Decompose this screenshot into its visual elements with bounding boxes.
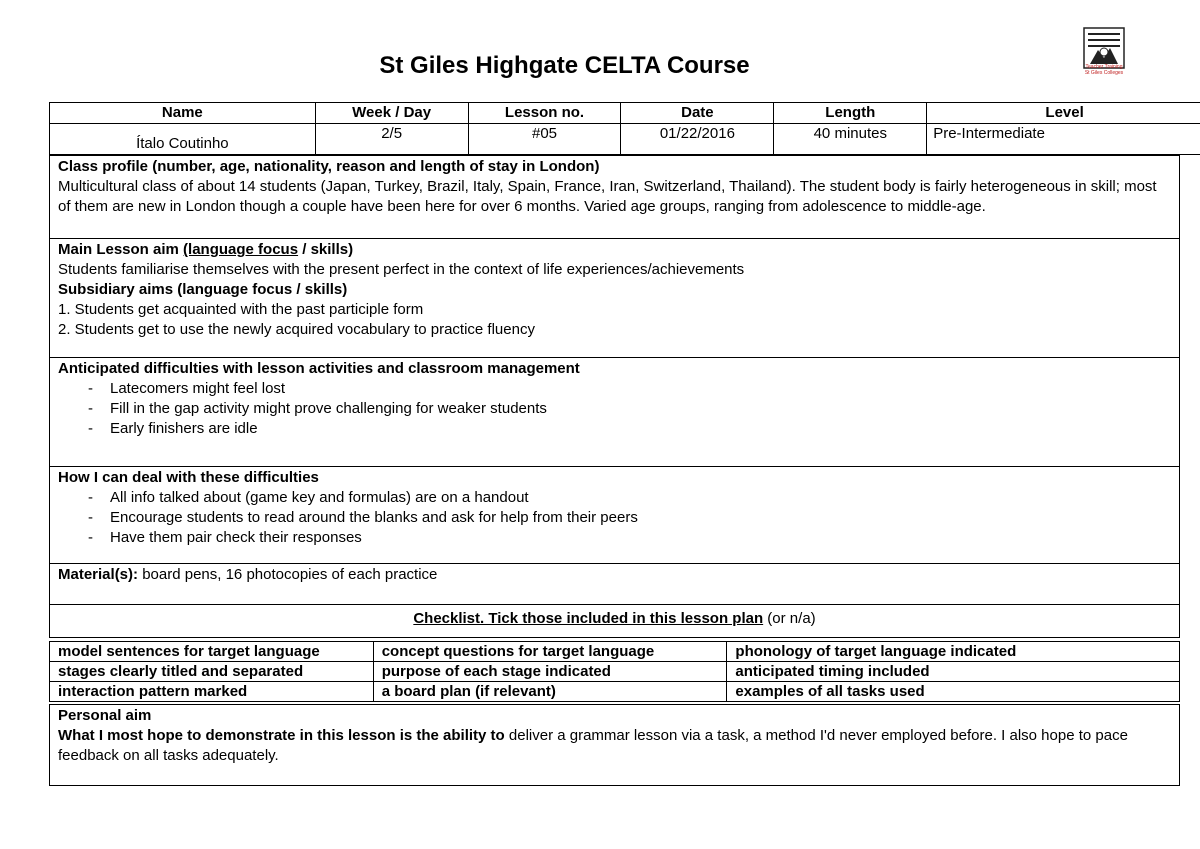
- materials-text: board pens, 16 photocopies of each practice: [138, 566, 438, 583]
- materials-label: Material(s):: [58, 566, 139, 583]
- list-item: - All info talked about (game key and formulas) are on a handout: [88, 488, 1171, 508]
- subsidiary-aims-heading: Subsidiary aims (language focus / skills): [58, 281, 348, 298]
- checklist-item: model sentences for target language: [50, 642, 374, 662]
- level-label: Level: [927, 103, 1200, 124]
- header-value-row: [50, 124, 1200, 155]
- level-value: Pre-Intermediate: [927, 124, 1200, 155]
- date-label: Date: [621, 103, 774, 124]
- checklist-item: purpose of each stage indicated: [373, 662, 727, 682]
- checklist-item: a board plan (if relevant): [373, 682, 727, 702]
- list-item: - Encourage students to read around the blanks and ask for help from their peers: [88, 508, 1171, 528]
- dealing-row: [50, 467, 1180, 564]
- checklist-row: [50, 682, 1180, 702]
- lesson-plan-table: [49, 155, 1180, 638]
- name-label: Name: [50, 103, 316, 124]
- page-title: St Giles Highgate CELTA Course: [379, 52, 750, 79]
- checklist-item: phonology of target language indicated: [727, 642, 1180, 662]
- checklist-item: concept questions for target language: [373, 642, 727, 662]
- list-item: - Early finishers are idle: [88, 419, 1171, 439]
- header-label-row: [50, 103, 1200, 124]
- logo-caption: Teacher Training St Giles Colleges: [1084, 64, 1124, 76]
- dealing-heading: How I can deal with these difficulties: [58, 469, 319, 486]
- materials-row: [50, 564, 1180, 605]
- list-item: - Fill in the gap activity might prove challenging for weaker students: [88, 399, 1171, 419]
- name-value: Ítalo Coutinho: [50, 124, 316, 155]
- main-aim-heading: Main Lesson aim (language focus / skills): [58, 241, 354, 258]
- checklist-item: interaction pattern marked: [50, 682, 374, 702]
- checklist-item: anticipated timing included: [727, 662, 1180, 682]
- difficulties-heading: Anticipated difficulties with lesson activities and classroom management: [58, 360, 580, 377]
- main-aim-row: [50, 239, 1180, 358]
- subsidiary-aim-2: 2. Students get to use the newly acquired vocabulary to practice fluency: [58, 321, 535, 338]
- checklist-row: [50, 662, 1180, 682]
- checklist-item: examples of all tasks used: [727, 682, 1180, 702]
- difficulties-list: [58, 379, 1171, 439]
- subsidiary-aim-1: 1. Students get acquainted with the past participle form: [58, 301, 424, 318]
- personal-aim-row: [50, 705, 1180, 786]
- difficulties-row: [50, 358, 1180, 467]
- class-profile-heading: Class profile (number, age, nationality, reason and length of stay in London): [58, 158, 600, 175]
- personal-aim-table: [49, 704, 1180, 786]
- checklist-title-row: [50, 605, 1180, 638]
- lesson-no-label: Lesson no.: [468, 103, 621, 124]
- length-value: 40 minutes: [774, 124, 927, 155]
- week-day-label: Week / Day: [315, 103, 468, 124]
- checklist-row: [50, 642, 1180, 662]
- class-profile-text: Multicultural class of about 14 students (Japan, Turkey, Brazil, Italy, Spain, France, Iran, Switzerland, Thailand). The student body is fairly heterogeneous in skill; most of them are new in London though a couple have been here for over 6 months. Varied age groups, ranging from adolescence to middle-age.: [58, 178, 1157, 215]
- main-aim-text: Students familiarise themselves with the present perfect in the context of life experiences/achievements: [58, 261, 745, 278]
- checklist-item: stages clearly titled and separated: [50, 662, 374, 682]
- dealing-list: [58, 488, 1171, 548]
- list-item: - Latecomers might feel lost: [88, 379, 1171, 399]
- checklist-table: [49, 641, 1180, 702]
- checklist-title: Checklist. Tick those included in this lesson plan: [413, 610, 764, 627]
- checklist-suffix: (or n/a): [763, 610, 816, 627]
- length-label: Length: [774, 103, 927, 124]
- date-value: 01/22/2016: [621, 124, 774, 155]
- personal-aim-text: What I most hope to demonstrate in this lesson is the ability to deliver a grammar lesson via a task, a method I'd never employed before. I also hope to pace feedback on all tasks adequately.: [58, 727, 1128, 764]
- lesson-header-table: [49, 102, 1200, 155]
- week-day-value: 2/5: [315, 124, 468, 155]
- class-profile-row: [50, 156, 1180, 239]
- lesson-no-value: #05: [468, 124, 621, 155]
- list-item: - Have them pair check their responses: [88, 528, 1171, 548]
- personal-aim-heading: Personal aim: [58, 707, 152, 724]
